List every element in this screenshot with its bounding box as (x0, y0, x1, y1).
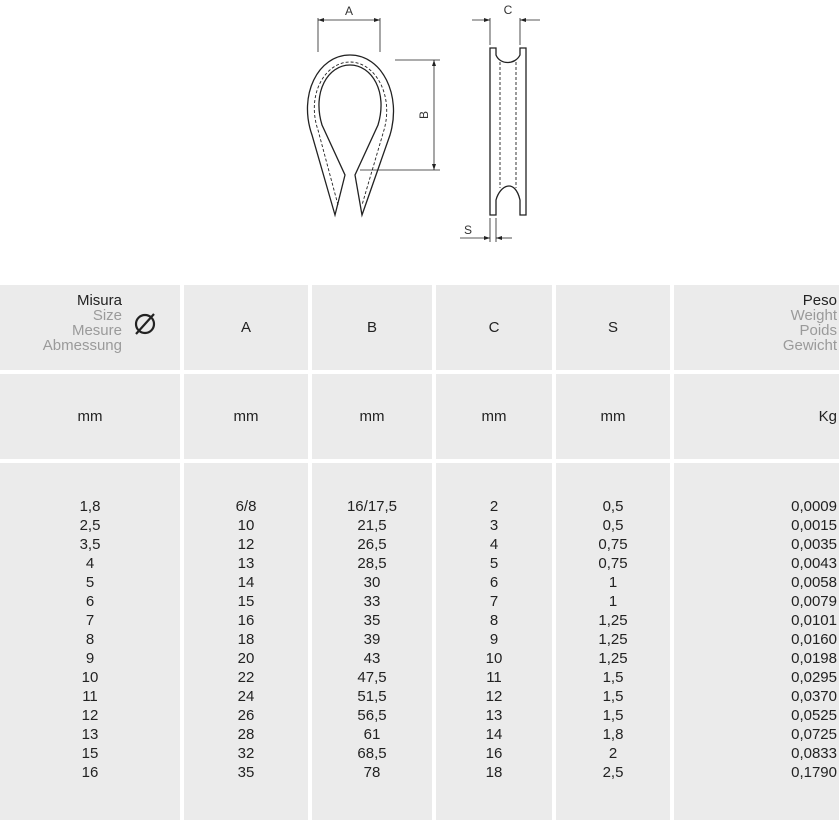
cell-size: 7 (85, 612, 95, 629)
values-c (436, 497, 552, 782)
body-weight (674, 463, 839, 820)
cell-a: 12 (237, 536, 255, 553)
cell-b: 68,5 (357, 745, 387, 762)
dim-label-b: B (417, 110, 431, 120)
unit-c: mm (436, 374, 552, 459)
cell-s: 0,5 (602, 517, 624, 534)
cell-s: 0,75 (598, 555, 628, 572)
unit-weight (674, 374, 839, 459)
body-s (556, 463, 670, 820)
cell-size: 4 (85, 555, 95, 572)
cell-c: 10 (485, 650, 503, 667)
cell-a: 22 (237, 669, 255, 686)
cell-c: 12 (485, 688, 503, 705)
cell-c: 6 (489, 574, 499, 591)
cell-a: 6/8 (235, 498, 257, 515)
cell-s: 2 (608, 745, 618, 762)
cell-b: 43 (363, 650, 381, 667)
cell-c: 11 (486, 669, 502, 686)
column-s (556, 285, 670, 820)
cell-size: 8 (85, 631, 95, 648)
cell-weight: 0,0295 (791, 669, 837, 686)
unit-size: mm (0, 374, 180, 459)
cell-weight: 0,0525 (791, 707, 837, 724)
cell-b: 78 (363, 764, 381, 781)
cell-s: 1,5 (602, 669, 624, 686)
label-poids: Poids (799, 322, 837, 339)
diameter-icon (132, 311, 158, 337)
values-a (184, 497, 308, 782)
cell-b: 47,5 (357, 669, 387, 686)
cell-weight: 0,0043 (791, 555, 837, 572)
unit-b: mm (312, 374, 432, 459)
cell-weight: 0,0725 (791, 726, 837, 743)
cell-size: 9 (85, 650, 95, 667)
cell-size: 5 (85, 574, 95, 591)
cell-c: 3 (489, 517, 499, 534)
unit-s: mm (556, 374, 670, 459)
body-a (184, 463, 308, 820)
cell-c: 5 (489, 555, 499, 572)
header-s: S (556, 285, 670, 370)
cell-weight: 0,0370 (791, 688, 837, 705)
unit-a: mm (184, 374, 308, 459)
cell-a: 35 (237, 764, 255, 781)
column-c (436, 285, 552, 820)
header-a: A (184, 285, 308, 370)
cell-s: 1,5 (602, 688, 624, 705)
cell-a: 15 (237, 593, 255, 610)
header-c: C (436, 285, 552, 370)
cell-size: 6 (85, 593, 95, 610)
cell-s: 1,5 (602, 707, 624, 724)
cell-weight: 0,0101 (791, 612, 837, 629)
cell-size: 2,5 (79, 517, 101, 534)
cell-a: 20 (237, 650, 255, 667)
body-c (436, 463, 552, 820)
cell-b: 30 (363, 574, 381, 591)
column-weight (674, 285, 839, 820)
header-b: B (312, 285, 432, 370)
column-a (184, 285, 308, 820)
label-weight: Weight (790, 307, 837, 324)
values-s (556, 497, 670, 782)
cell-weight: 0,1790 (791, 764, 837, 781)
cell-s: 1,8 (602, 726, 624, 743)
header-size (0, 285, 180, 370)
cell-weight: 0,0833 (791, 745, 837, 762)
dim-label-c: C (503, 3, 513, 17)
cell-a: 28 (237, 726, 255, 743)
dim-label-a: A (344, 4, 354, 18)
cell-c: 8 (489, 612, 499, 629)
cell-weight: 0,0160 (791, 631, 837, 648)
body-b (312, 463, 432, 820)
cell-size: 10 (81, 669, 99, 686)
cell-c: 13 (485, 707, 503, 724)
label-gewicht: Gewicht (782, 337, 837, 354)
cell-b: 56,5 (357, 707, 387, 724)
cell-c: 16 (485, 745, 503, 762)
thimble-side-outer (490, 48, 526, 215)
cell-b: 51,5 (357, 688, 387, 705)
cell-b: 28,5 (357, 555, 387, 572)
cell-a: 10 (237, 517, 255, 534)
cell-size: 13 (81, 726, 99, 743)
cell-b: 61 (363, 726, 381, 743)
cell-size: 1,8 (79, 498, 101, 515)
cell-b: 16/17,5 (346, 498, 398, 515)
spec-table (0, 285, 839, 820)
cell-weight: 0,0009 (791, 498, 837, 515)
label-misura: Misura (76, 292, 122, 309)
values-weight (674, 497, 837, 782)
cell-c: 2 (489, 498, 499, 515)
values-b (312, 497, 432, 782)
cell-size: 16 (81, 764, 99, 781)
cell-size: 3,5 (79, 536, 101, 553)
cell-weight: 0,0035 (791, 536, 837, 553)
cell-c: 7 (489, 593, 499, 610)
cell-size: 12 (81, 707, 99, 724)
cell-b: 39 (363, 631, 381, 648)
body-size (0, 463, 180, 820)
cell-c: 4 (489, 536, 499, 553)
thimble-front-outer (307, 55, 393, 215)
cell-c: 18 (485, 764, 503, 781)
cell-b: 33 (363, 593, 381, 610)
cell-s: 1,25 (598, 612, 628, 629)
cell-a: 26 (237, 707, 255, 724)
cell-a: 14 (237, 574, 255, 591)
cell-weight: 0,0015 (791, 517, 837, 534)
column-b (312, 285, 432, 820)
cell-a: 18 (237, 631, 255, 648)
cell-a: 13 (237, 555, 255, 572)
cell-b: 21,5 (357, 517, 387, 534)
label-size: Size (92, 307, 122, 324)
cell-c: 9 (489, 631, 499, 648)
dim-label-s: S (463, 223, 473, 237)
cell-a: 24 (237, 688, 255, 705)
cell-weight: 0,0079 (791, 593, 837, 610)
cell-s: 1 (608, 574, 618, 591)
label-peso: Peso (802, 292, 837, 309)
cell-a: 16 (237, 612, 255, 629)
cell-b: 35 (363, 612, 381, 629)
cell-s: 1 (608, 593, 618, 610)
cell-s: 2,5 (602, 764, 624, 781)
cell-size: 11 (82, 688, 98, 705)
cell-s: 1,25 (598, 650, 628, 667)
cell-s: 1,25 (598, 631, 628, 648)
unit-weight-label: Kg (818, 408, 837, 425)
cell-b: 26,5 (357, 536, 387, 553)
cell-a: 32 (237, 745, 255, 762)
label-mesure: Mesure (71, 322, 122, 339)
cell-c: 14 (485, 726, 503, 743)
column-size (0, 285, 180, 820)
cell-weight: 0,0198 (791, 650, 837, 667)
header-weight (674, 285, 839, 370)
cell-size: 15 (81, 745, 99, 762)
cell-s: 0,5 (602, 498, 624, 515)
cell-s: 0,75 (598, 536, 628, 553)
label-abmessung: Abmessung (42, 337, 122, 354)
cell-weight: 0,0058 (791, 574, 837, 591)
values-size (0, 497, 180, 782)
thimble-diagram (0, 0, 839, 270)
